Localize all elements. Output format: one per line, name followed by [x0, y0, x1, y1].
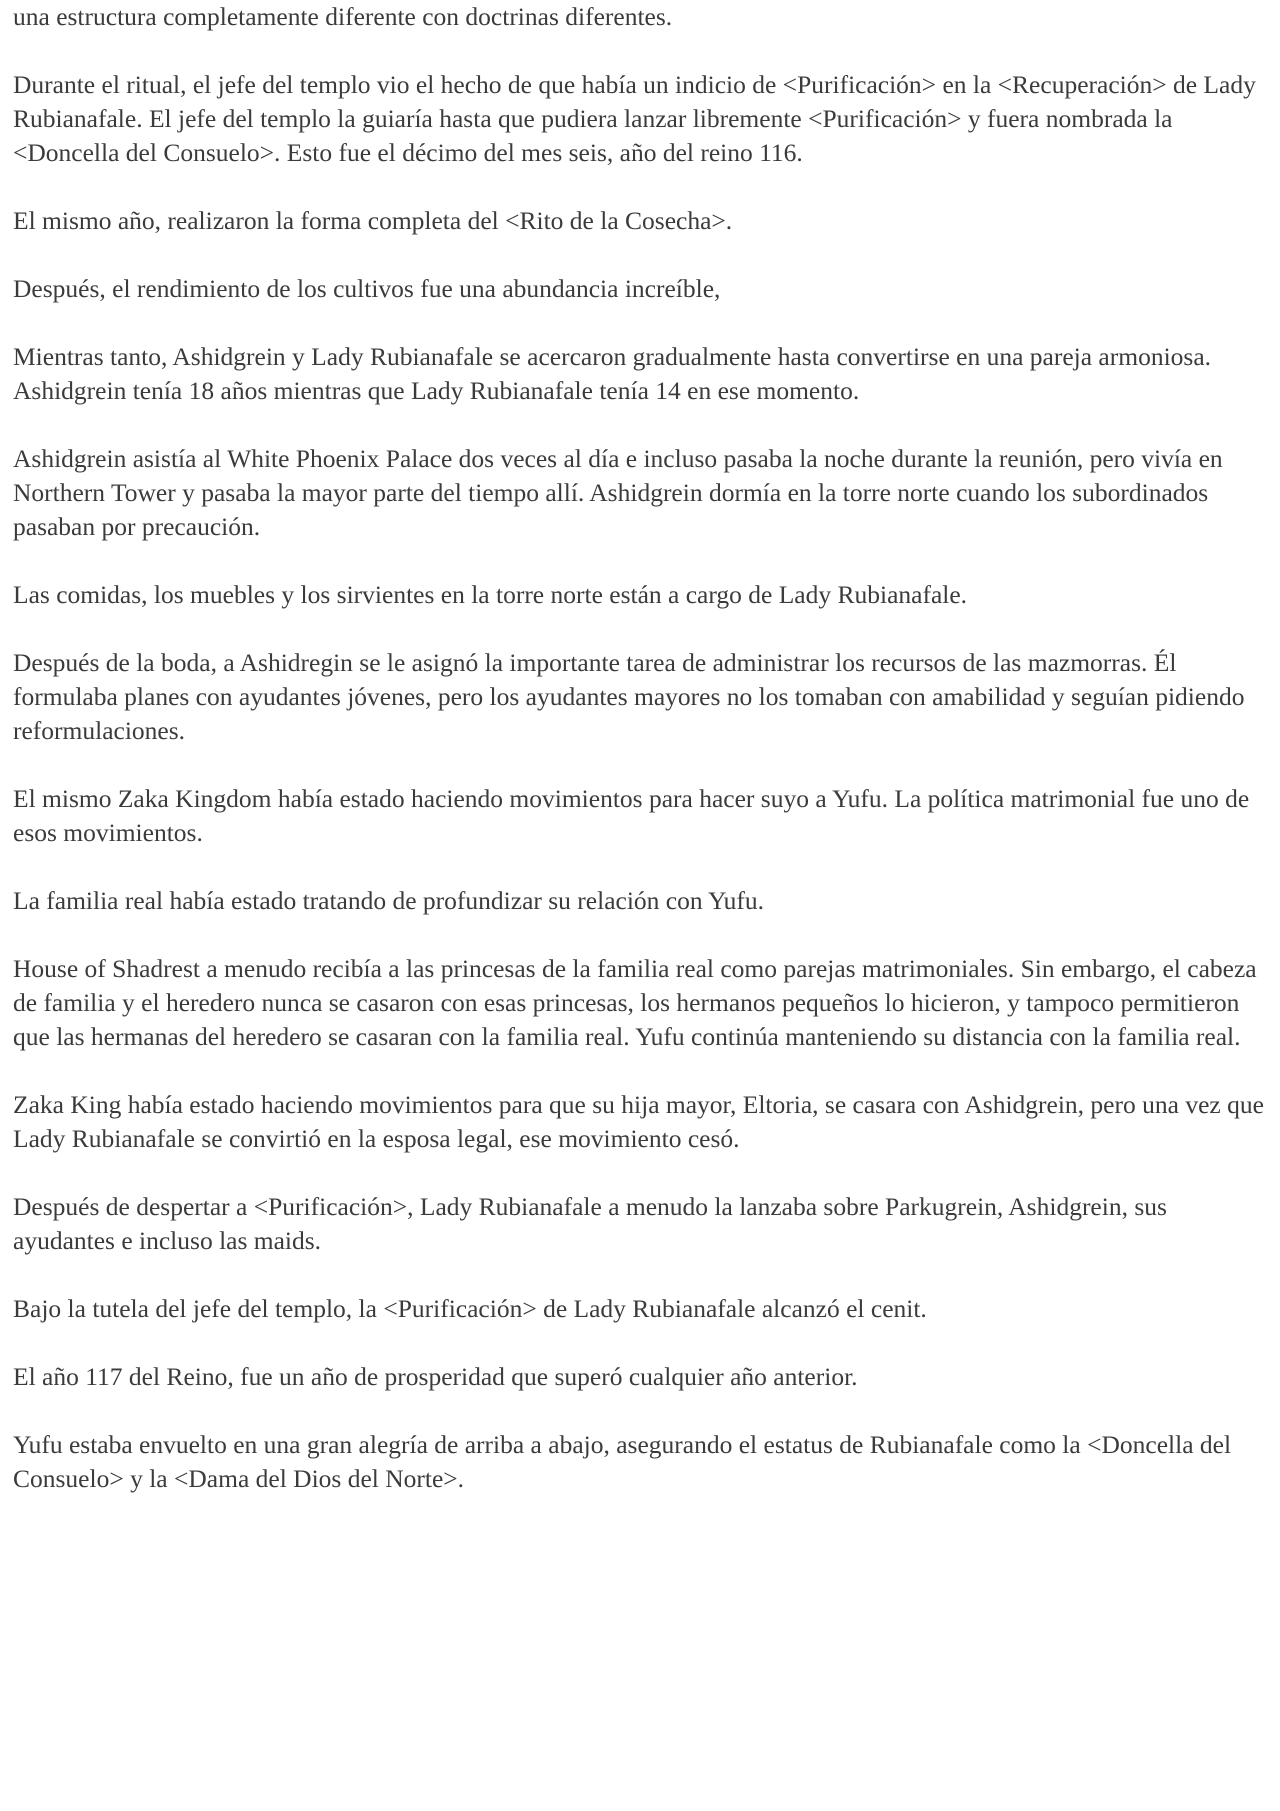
document-body	[13, 0, 1273, 1530]
paragraph: El mismo año, realizaron la forma completa del <Rito de la Cosecha>.	[13, 206, 733, 235]
paragraph: Después, el rendimiento de los cultivos fue una abundancia increíble,	[13, 274, 721, 303]
paragraph: Ashidgrein asistía al White Phoenix Palace dos veces al día e incluso pasaba la noche durante la reunión, pero vivía en Northern Tower y pasaba la mayor parte del tiempo allí. Ashidgrein dormía en la torre norte cuando los subordinados pasaban por precaución.	[13, 444, 1223, 541]
paragraph: Yufu estaba envuelto en una gran alegría de arriba a abajo, asegurando el estatus de Rubianafale como la <Doncella del Consuelo> y la <Dama del Dios del Norte>.	[13, 1430, 1232, 1493]
paragraph: El año 117 del Reino, fue un año de prosperidad que superó cualquier año anterior.	[13, 1362, 858, 1391]
paragraph: Después de la boda, a Ashidregin se le asignó la importante tarea de administrar los recursos de las mazmorras. Él formulaba planes con ayudantes jóvenes, pero los ayudantes mayores no los tomaban con amabilidad y seguían pidiendo reformulaciones.	[13, 648, 1245, 745]
paragraph: Mientras tanto, Ashidgrein y Lady Rubianafale se acercaron gradualmente hasta convertirse en una pareja armoniosa. Ashidgrein tenía 18 años mientras que Lady Rubianafale tenía 14 en ese momento.	[13, 342, 1212, 405]
paragraph: Las comidas, los muebles y los sirvientes en la torre norte están a cargo de Lady Rubianafale.	[13, 580, 968, 609]
paragraph: Zaka King había estado haciendo movimientos para que su hija mayor, Eltoria, se casara con Ashidgrein, pero una vez que Lady Rubianafale se convirtió en la esposa legal, ese movimiento cesó.	[13, 1090, 1264, 1153]
paragraph: una estructura completamente diferente con doctrinas diferentes.	[13, 2, 673, 31]
paragraph: La familia real había estado tratando de profundizar su relación con Yufu.	[13, 886, 764, 915]
paragraph: Después de despertar a <Purificación>, Lady Rubianafale a menudo la lanzaba sobre Parkugrein, Ashidgrein, sus ayudantes e incluso las maids.	[13, 1192, 1167, 1255]
paragraph: Bajo la tutela del jefe del templo, la <Purificación> de Lady Rubianafale alcanzó el cenit.	[13, 1294, 927, 1323]
paragraph: Durante el ritual, el jefe del templo vio el hecho de que había un indicio de <Purificación> en la <Recuperación> de Lady Rubianafale. El jefe del templo la guiaría hasta que pudiera lanzar libremente <Purificación> y fuera nombrada la <Doncella del Consuelo>. Esto fue el décimo del mes seis, año del reino 116.	[13, 70, 1256, 167]
paragraph: El mismo Zaka Kingdom había estado haciendo movimientos para hacer suyo a Yufu. La política matrimonial fue uno de esos movimientos.	[13, 784, 1250, 847]
paragraph: House of Shadrest a menudo recibía a las princesas de la familia real como parejas matrimoniales. Sin embargo, el cabeza de familia y el heredero nunca se casaron con esas princesas, los hermanos pequeños lo hicieron, y tampoco permitieron que las hermanas del heredero se casaran con la familia real. Yufu continúa manteniendo su distancia con la familia real.	[13, 954, 1257, 1051]
